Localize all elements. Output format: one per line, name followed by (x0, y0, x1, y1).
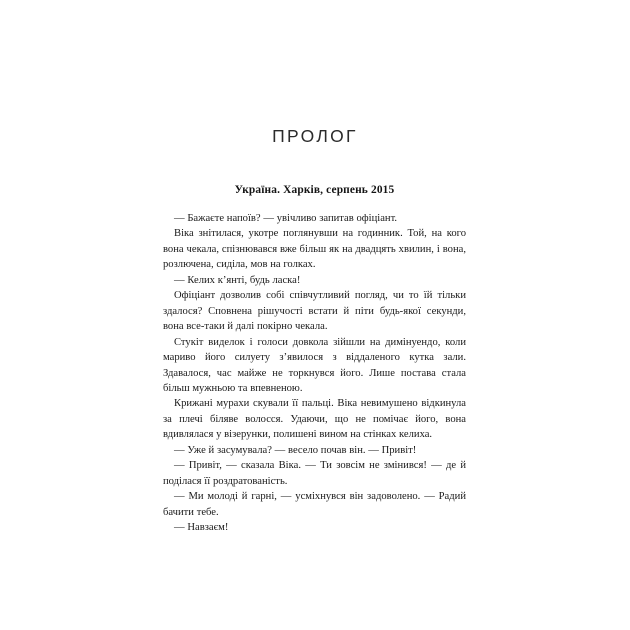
body-paragraph: — Бажаєте напоїв? — увічливо запитав офіціант. (174, 213, 398, 224)
body-paragraph: — Келих к’янті, будь ласка! (174, 274, 301, 286)
body-text-column (163, 211, 466, 536)
body-paragraph: Віка знітилася, укотре поглянувши на годинник. Той, на кого вона чекала, спізнювався вже більш як на двадцять хвилин, і вона, розлючена, сиділа, мов на голках. (163, 228, 466, 271)
body-paragraph: — Навзаєм! (174, 522, 229, 534)
body-paragraph: Крижані мурахи скували її пальці. Віка невимушено відкинула за плечі біляве волосся. Удаючи, що не помічає його, вона вдивлялася у візерунки, полишені вином на стінках келиха. (163, 398, 466, 441)
chapter-title: ПРОЛОГ (272, 126, 358, 146)
scene-heading: Україна. Харків, серпень 2015 (234, 184, 395, 196)
body-paragraph: — Уже й засумувала? — весело почав він. — Привіт! (174, 444, 417, 456)
body-paragraph: — Привіт, — сказала Віка. — Ти зовсім не змінився! — де й поділася її роздратованість. (163, 460, 466, 487)
body-paragraph: Офіціант дозволив собі співчутливий погляд, чи то їй тільки здалося? Сповнена рішучості встати й піти будь-якої секунди, вона все-таки й далі покірно чекала. (163, 290, 466, 333)
body-paragraph: Стукіт виделок і голоси довкола зійшли на димінуендо, коли мариво його силуету з’явилося з віддаленого кутка зали. Здавалося, час майже не торкнувся його. Лише постава стала більш мужньою та впевненою. (163, 336, 466, 394)
body-paragraph: — Ми молоді й гарні, — усміхнувся він задоволено. — Радий бачити тебе. (163, 491, 466, 518)
